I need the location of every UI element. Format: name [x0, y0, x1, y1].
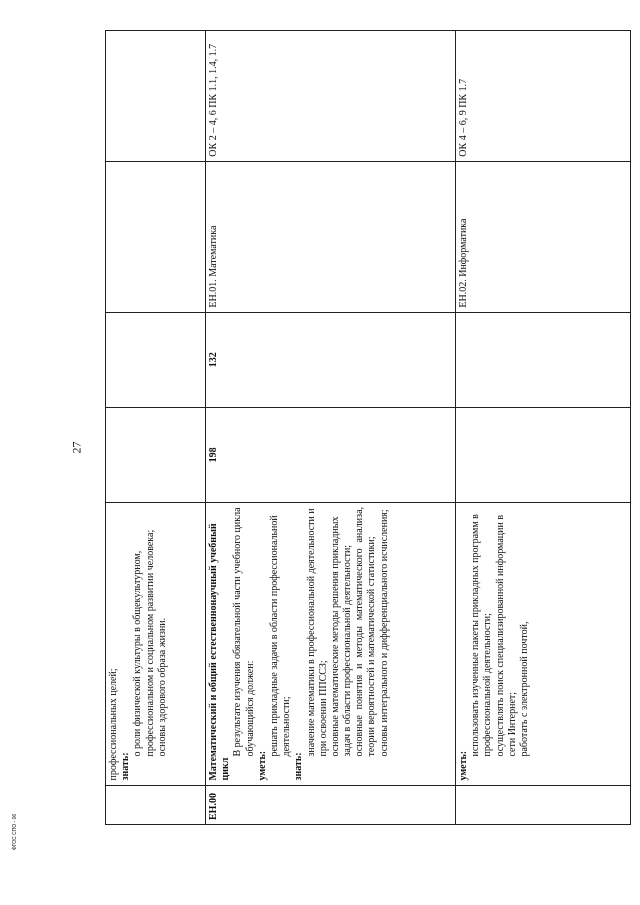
row2-index-cell: ЕН.00: [206, 785, 456, 824]
row3-lines: [458, 507, 531, 781]
rotated-table-wrapper: [105, 30, 635, 825]
text-line: решать прикладные задачи в области профессиональной деятельности;: [268, 515, 293, 757]
table-row: [206, 31, 456, 825]
text-line: основные математические методы решения прикладных задач в области профессиональной деятельности;: [329, 516, 354, 757]
table-row: [456, 31, 631, 825]
row3-index-cell: [456, 785, 631, 824]
row3-max-load-cell: [456, 407, 631, 502]
row1-competencies-cell: [106, 31, 206, 162]
text-line: основы интегрального и дифференциального исчисления;: [378, 509, 390, 757]
row1-lines: [108, 507, 169, 781]
row1-mandatory-cell: [106, 312, 206, 407]
text-line: значение математики в профессиональной деятельности и при освоении ППССЗ;: [305, 508, 329, 757]
text-line: профессиональных целей;: [108, 668, 119, 781]
text-line: о роли физической культуры в общекультурном, профессиональном и социальном развитии человека;: [132, 529, 156, 757]
row2-max-load-cell: 198: [206, 407, 456, 502]
row2-discipline-cell: ЕН.01. Математика: [206, 161, 456, 312]
row3-mandatory-cell: [456, 312, 631, 407]
text-line: уметь:: [458, 750, 469, 781]
text-line: уметь:: [256, 750, 268, 781]
row1-discipline-cell: [106, 161, 206, 312]
row2-mandatory-cell: 132: [206, 312, 456, 407]
row1-description-cell: [106, 502, 206, 785]
text-line: В результате изучения обязательной части учебного цикла обучающийся должен:: [232, 507, 256, 757]
table-row: [106, 31, 206, 825]
row2-competencies-cell: ОК 2 – 4, 6 ПК 1.1, 1.4, 1.7: [206, 31, 456, 162]
text-line: знать:: [293, 752, 305, 781]
page-number: 27: [69, 441, 84, 454]
row3-discipline-cell: ЕН.02. Информатика: [456, 161, 631, 312]
text-line: работать с электронной почтой,: [518, 621, 530, 757]
row3-description-cell: [456, 502, 631, 785]
row3-competencies-cell: ОК 4 – 6, 9 ПК 1.7: [456, 31, 631, 162]
text-line: основы здорового образа жизни.: [156, 617, 168, 757]
footer-label: ФГОС СПО - 06: [12, 813, 18, 850]
row2-description-cell: [206, 502, 456, 785]
row1-max-load-cell: [106, 407, 206, 502]
text-line: знать:: [120, 752, 132, 781]
cycle-title: Математический и общий естественнонаучный учебный цикл: [208, 523, 232, 781]
row2-lines: [232, 507, 390, 781]
row1-index-cell: [106, 785, 206, 824]
text-line: основные понятия и методы математического анализа, теории вероятностей и математической статистики;: [354, 506, 378, 757]
text-line: использовать изученные пакеты прикладных программ в профессиональной деятельности;: [470, 514, 494, 757]
curriculum-table: [105, 30, 631, 825]
text-line: осуществлять поиск специализированной информации в сети Интернет;: [494, 514, 518, 757]
